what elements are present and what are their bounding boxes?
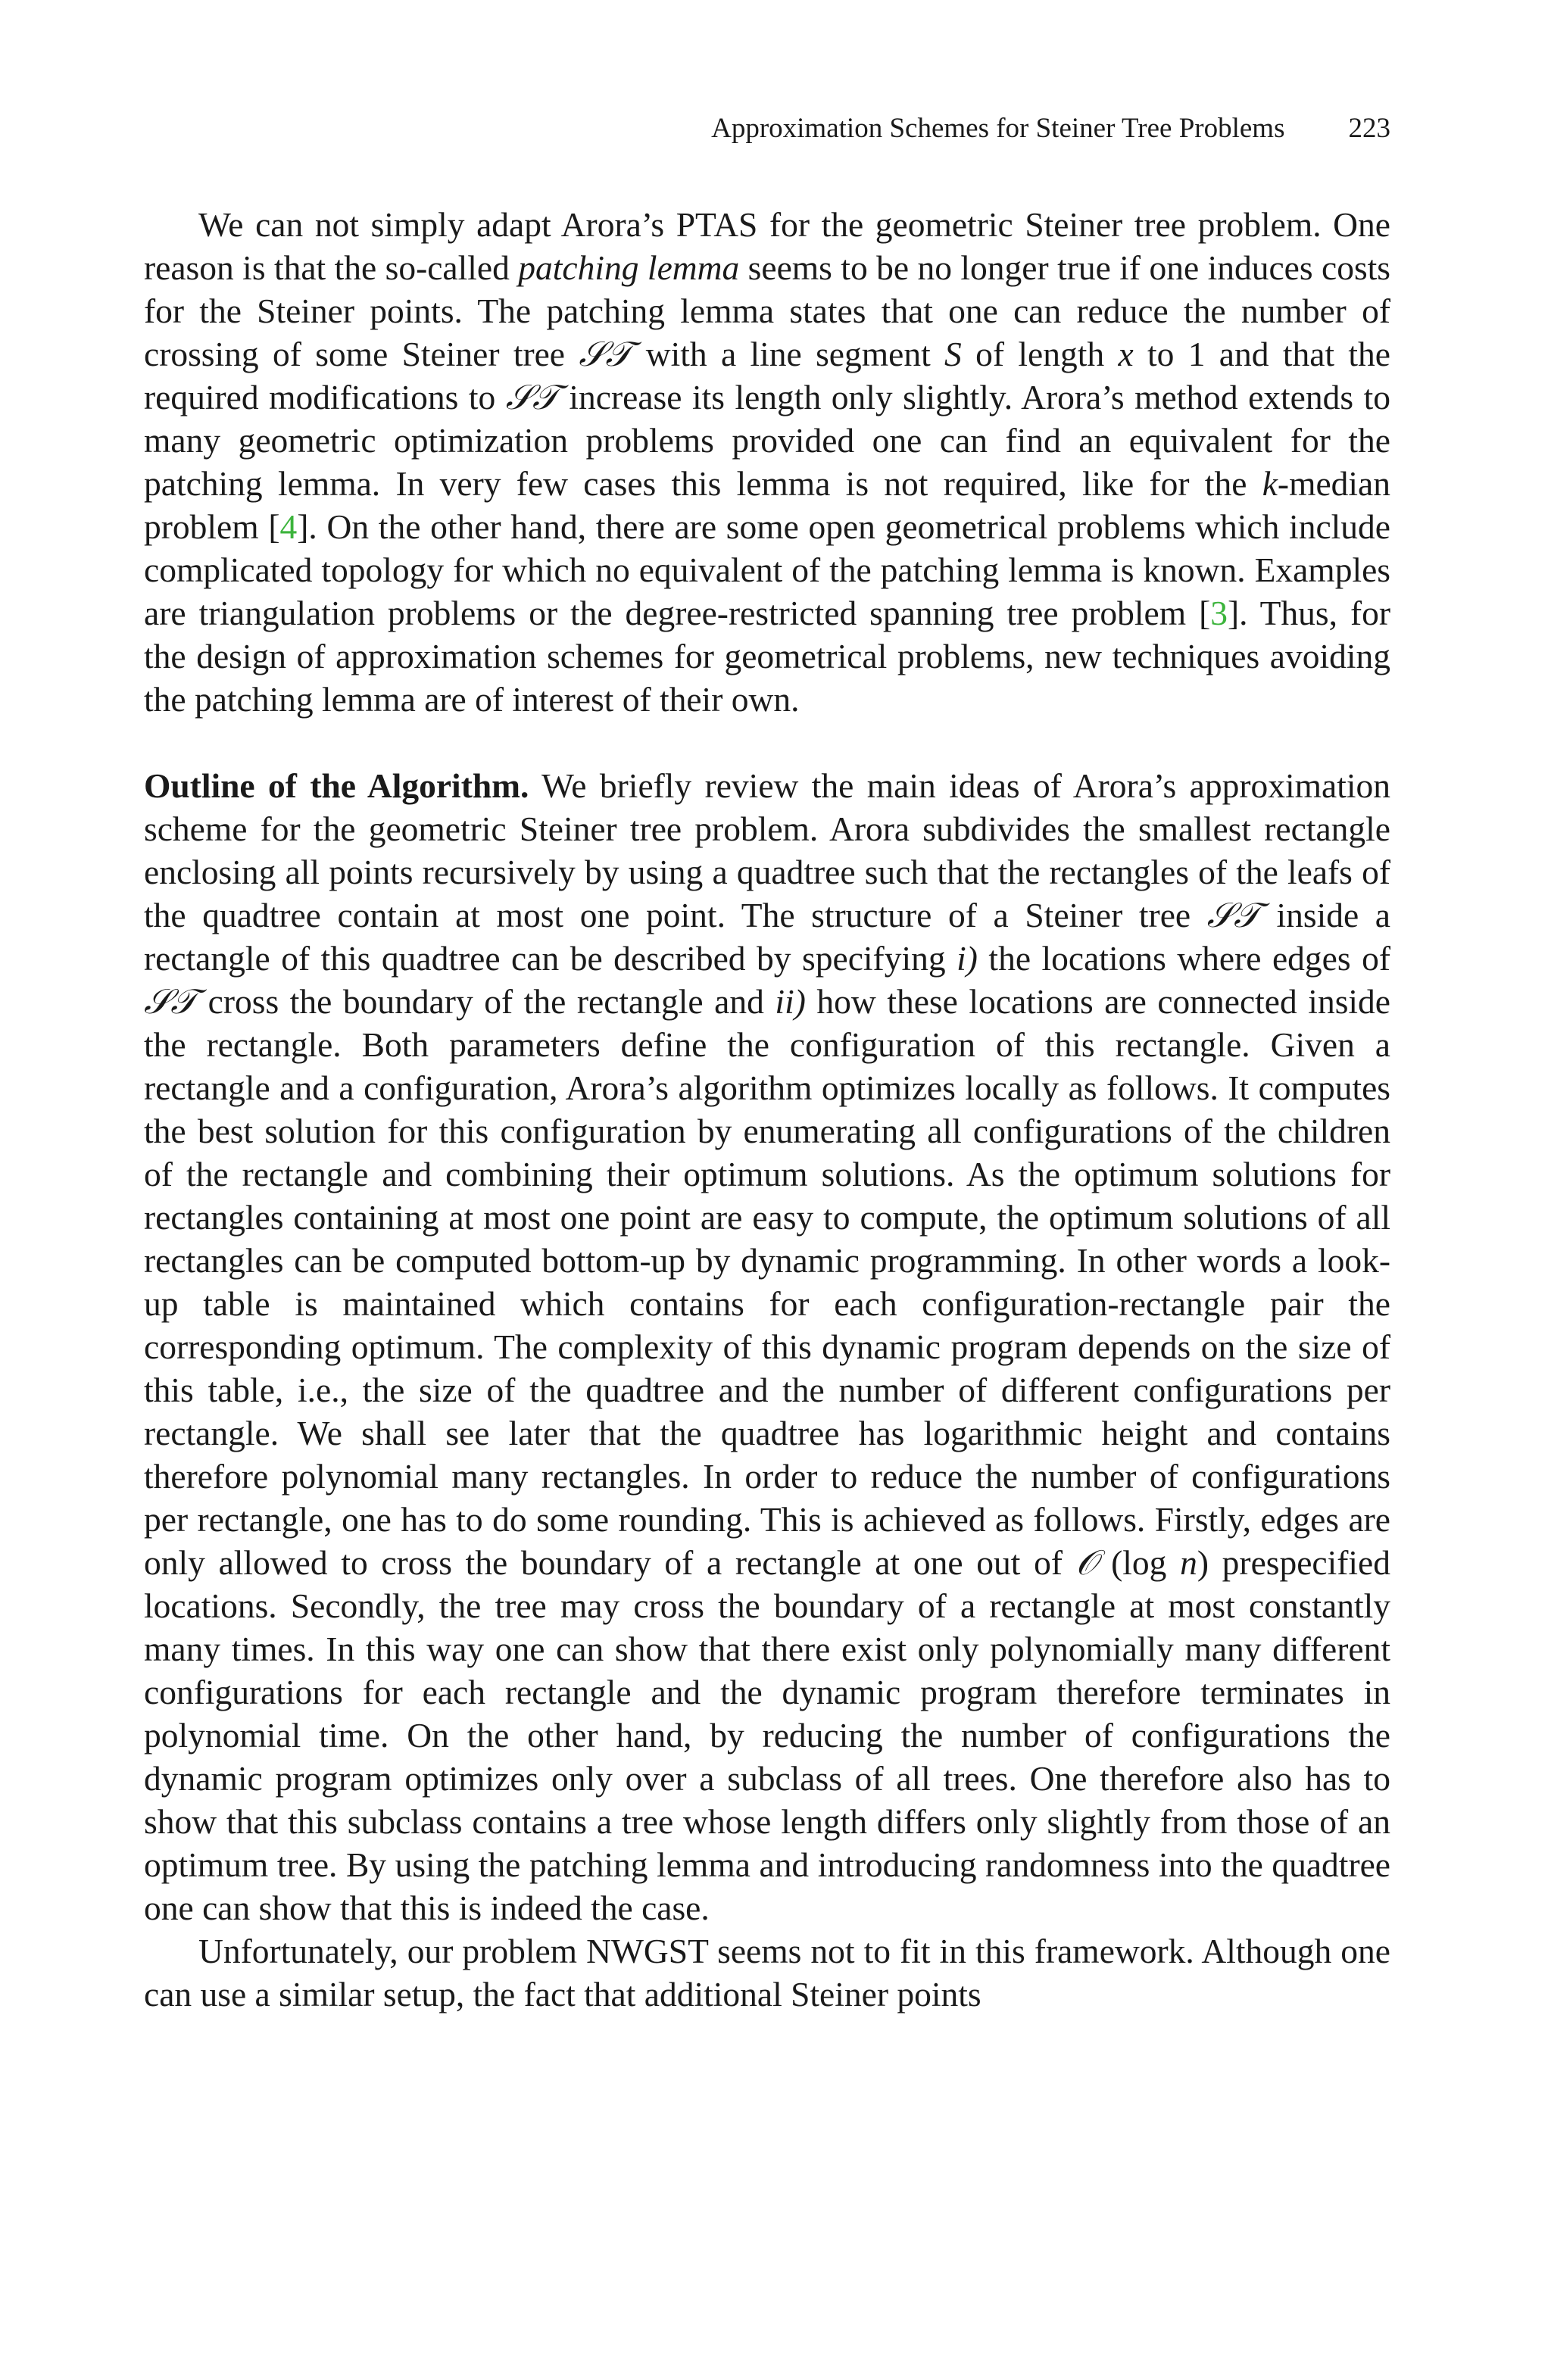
emphasis-patching-lemma: patching lemma [518, 248, 740, 287]
citation-link-4[interactable]: 4 [279, 507, 298, 546]
text-run: ]. On the other hand, there are some open geometrical problems which include complicated topology for which no equivalent of the patching lemma is known. Examples are triangulation problems or the degree-restricted spanning tree problem [ [144, 507, 1390, 632]
text-run: inside a rectangle of this quadtree can be described by specifying [144, 896, 1391, 978]
math-var-n: n [1180, 1543, 1197, 1582]
text-run: of length [961, 335, 1119, 373]
citation-link-3[interactable]: 3 [1210, 594, 1228, 632]
page-number: 223 [1348, 113, 1390, 144]
math-steiner-tree: 𝒮𝒯 [505, 377, 559, 417]
paragraph-outline-of-algorithm [144, 764, 1390, 1929]
text-run: Unfortunately, our problem NWGST seems not to fit in this framework. Although one can use a similar setup, the fact that additional Steiner points [144, 1932, 1390, 2013]
runin-heading: Outline of the Algorithm. [144, 766, 529, 805]
math-steiner-tree: 𝒮𝒯 [1206, 895, 1260, 935]
text-run: how these locations are connected inside the rectangle. Both parameters define the configuration of this rectangle. Given a rectangle and a configuration, Arora’s algorithm optimizes locally as follows. It computes the best solution for this configuration by enumerating all configurations of the children of the rectangle and combining their optimum solutions. As the optimum solutions for rectangles containing at most one point are easy to compute, the optimum solutions of all rectangles can be computed bottom-up by dynamic programming. In other words a look-up table is maintained which contains for each configuration-rectangle pair the corresponding optimum. The complexity of this dynamic program depends on the size of this table, i.e., the size of the quadtree and the number of different configurations per rectangle. We shall see later that the quadtree has logarithmic height and contains therefore polynomial many rectangles. In order to reduce the number of configurations per rectangle, one has to do some rounding. This is achieved as follows. Firstly, edges are only allowed to cross the boundary of a rectangle at one out of [144, 982, 1390, 1582]
math-var-s: S [944, 335, 962, 373]
text-run: to 1 and that the required modifications to [144, 335, 1390, 416]
math-big-o: 𝒪 [1075, 1542, 1098, 1583]
running-head-title: Approximation Schemes for Steiner Tree Problems [711, 113, 1285, 144]
text-run: increase its length only slightly. Arora’s method extends to many geometric optimization problems provided one can find an equivalent for the patching lemma. In very few cases this lemma is not required, like for the [144, 378, 1391, 503]
math-steiner-tree: 𝒮𝒯 [144, 981, 198, 1022]
body-text [144, 203, 1390, 2016]
math-paren: ) [1197, 1543, 1209, 1582]
text-run: seems to be no longer true if one induces costs for the Steiner points. The patching lemma states that one can reduce the number of crossing of some Steiner tree [144, 248, 1390, 373]
math-steiner-tree: 𝒮𝒯 [579, 334, 632, 374]
text-run: ]. Thus, for the design of approximation schemes for geometrical problems, new techniques avoiding the patching lemma are of interest of their own. [144, 594, 1390, 719]
text-run: We briefly review the main ideas of Arora’s approximation scheme for the geometric Steiner tree problem. Arora subdivides the smallest rectangle enclosing all points recursively by using a quadtree such that the rectangles of the leafs of the quadtree contain at most one point. The structure of a Steiner tree [144, 766, 1390, 934]
emphasis-item-i: i) [957, 939, 978, 978]
math-var-k: k [1262, 464, 1278, 503]
text-run: prespecified locations. Secondly, the tree may cross the boundary of a rectangle at most constantly many times. In this way one can show that there exist only polynomially many different configurations for each rectangle and the dynamic program therefore terminates in polynomial time. On the other hand, by reducing the number of configurations the dynamic program optimizes only over a subclass of all trees. One therefore also has to show that this subclass contains a tree whose length differs only slightly from those of an optimum tree. By using the patching lemma and introducing randomness into the quadtree one can show that this is indeed the case. [144, 1543, 1390, 1927]
math-var-x: x [1118, 335, 1134, 373]
text-run: We can not simply adapt Arora’s PTAS for the geometric Steiner tree problem. One reason is that the so-called [144, 205, 1390, 287]
text-run: -median problem [ [144, 464, 1390, 546]
text-run: the locations where edges of [977, 939, 1391, 978]
emphasis-item-ii: ii) [775, 982, 806, 1021]
running-head [144, 106, 1390, 151]
paragraph-patching-lemma [144, 203, 1390, 721]
math-log: (log [1097, 1543, 1181, 1582]
text-run: with a line segment [632, 335, 945, 373]
text-run: cross the boundary of the rectangle and [197, 982, 776, 1021]
paragraph-nwgst [144, 1929, 1390, 2016]
